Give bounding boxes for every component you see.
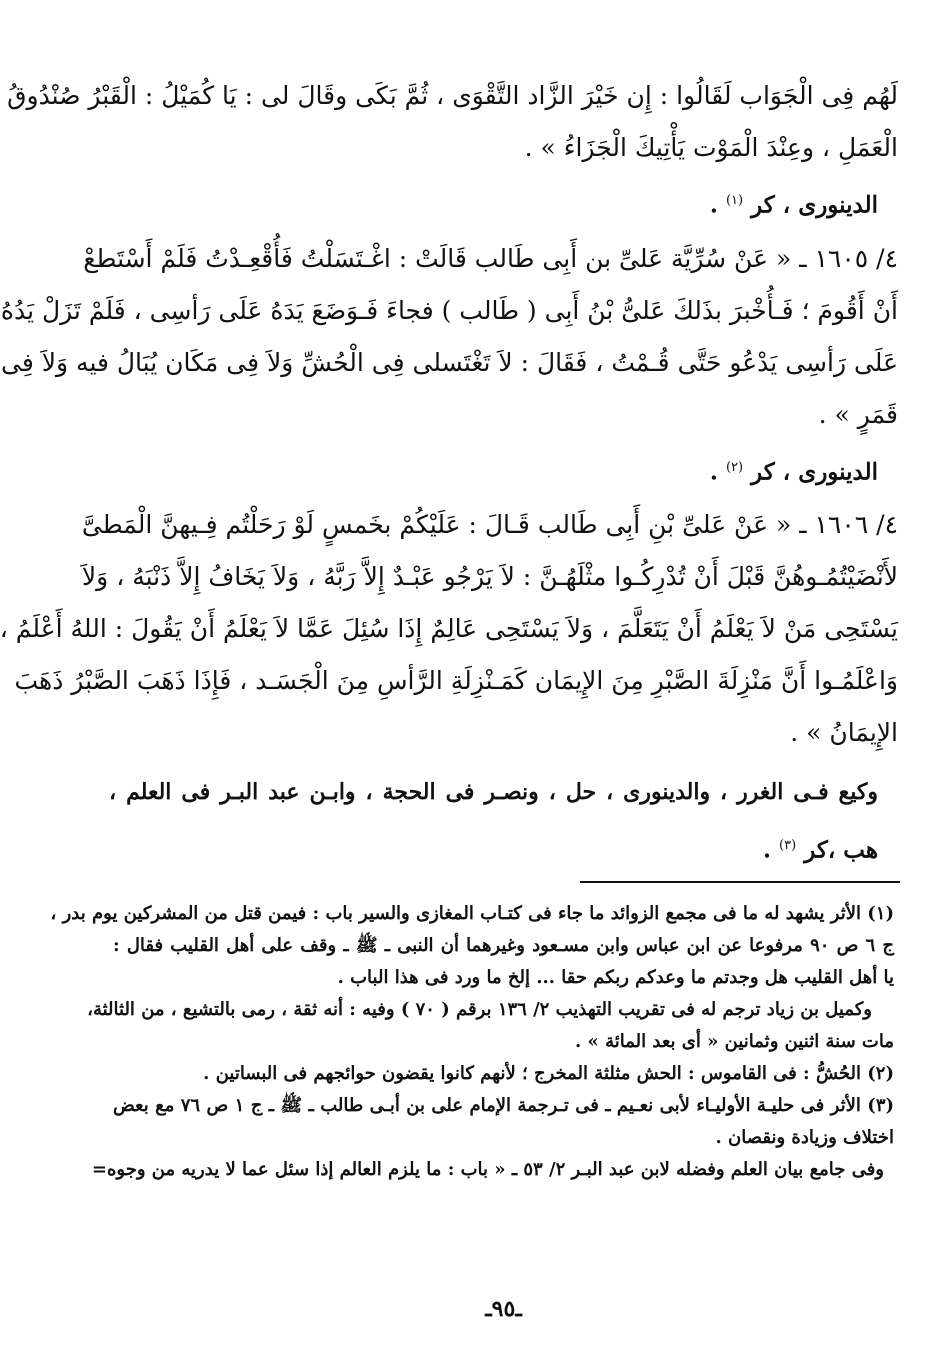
text-line: قَمَرٍ » . [818,399,898,429]
footnote-line: ج ٦ ص ٩٠ مرفوعا عن ابن عباس وابن مسـعود وغيرهما أن النبى ـ ﷺ ـ وقف على أهل القليب فقال : [113,935,894,956]
footnote-line: يا أهل القليب هل وجدتم ما وعدكم ربكم حقا ... إلخ ما ورد فى هذا الباب . [337,967,894,988]
text-line: عَلَى رَأسِى يَدْعُو حَتَّى قُـمْتُ ، فَقَالَ : لاَ تَغْتَسلى فِى الْحُشِّ وَلاَ فِى مَكَان يُبَالُ فيه وَلاَ فِى [1,347,898,377]
footnote-line: اختلاف وزيادة ونقصان . [715,1127,894,1148]
footnote-divider [580,881,900,883]
paragraph-3 [0,499,898,878]
footnote-ref[interactable]: (٣) [779,838,797,854]
source-end: . [709,191,718,219]
text-line: وَاعْلَمُـوا أَنَّ مَنْزِلَةَ الصَّبْرِ مِنَ الإِيمَان كَمَـنْزِلَةِ الرَّأسِ مِنَ الْجَسَـد ، فَإِذَا ذَهَبَ الصَّبْرُ ذَهَبَ [14,666,898,696]
footnote-line: (٢) الحُشُّ : فى القاموس : الحش مثلثة المخرج ؛ لأنهم كانوا يقضون حوائجهم فى البساتين . [203,1063,894,1084]
source-citation [109,174,898,233]
text-line: ٤/ ١٦٠٥ ـ « عَنْ سُرِّيَّة عَلىِّ بن أَبِى طَالب قَالَتْ : اغْـتَسَلْتُ فَأُقْعِـدْتُ فَلَمْ أَسْتَطعْ [83,243,898,273]
footnote-line: (١) الأثر يشهد له ما فى مجمع الزوائد ما جاء فى كتـاب المغازى والسير باب : فيمن قتل من المشركين يوم بدر ، [50,903,894,924]
source-end: . [763,836,772,864]
text-line: ٤/ ١٦٠٦ ـ « عَنْ عَلىِّ بْنِ أَبِى طَالب قَـالَ : عَلَيْكُمْ بخَمسٍ لَوْ رَحَلْتُم فِـيهنَّ الْمَطىَّ [81,510,898,540]
text-line: يَسْتَحِى مَنْ لاَ يَعْلَمُ أَنْ يَتَعَلَّمَ ، وَلاَ يَسْتَحِى عَالِمٌ إِذَا سُئِلَ عَمَّا لاَ يَعْلَمُ أَنْ يَقُولَ : اللهُ أَعْلَمُ ، [0,614,898,644]
text-line: الإِيمَانُ » . [790,718,898,748]
footnote-ref[interactable]: (٢) [725,459,744,475]
paragraph-2 [0,233,898,500]
text-line: لأَنْضَيْتُمُـوهُنَّ قَبْلَ أَنْ تُدْرِكُـوا مثْلَهُـنَّ : لاَ يَرْجُو عَبْـدٌ إِلاَّ رَبَّهُ ، وَلاَ يَخَافُ إِلاَّ ذَنْبَهُ ، وَلاَ [81,562,898,592]
footnote-line: وكميل بن زياد ترجم له فى تقريب التهذيب ٢/ ١٣٦ برقم ( ٧٠ ) وفيه : أنه ثقة ، رمى بالتشيع ، من الثالثة، [87,999,872,1020]
source-citation: وكيع فـى الغرر ، والدينورى ، حل ، ونصـر فى الحجة ، وابـن عبد البـر فى العلم ، [109,779,878,806]
text-line: أَنْ أَقُومَ ؛ فَـأُخْبرَ بذَلكَ عَلىُّ بْنُ أَبِى ( طَالب ) فجاءَ فَـوَضَعَ يَدَهُ عَلَى رَأسِى ، فَلَمْ تَزَلْ يَدُهُ [0,295,898,325]
source-citation [109,819,898,878]
paragraph-1 [7,70,898,233]
text-line: الْعَمَلِ ، وعِنْدَ الْمَوْت يَأْتِيكَ الْجَزَاءُ » . [524,133,898,162]
text-line: لَهُم فِى الْجَوَاب لَقَالُوا : إِن خَيْرَ الزَّاد التَّقْوَى ، ثُمَّ بَكَى وقَالَ لى : يَا كُمَيْلُ : الْقَبْرُ صُنْدُوقُ [7,81,898,110]
source-text: الدينورى ، كر [751,191,878,219]
footnote-line: وفى جامع بيان العلم وفضله لابن عبد البـر ٢/ ٥٣ ـ « باب : ما يلزم العالم إذا سئل عما لا يدريه من وجوه= [91,1159,884,1180]
source-text: الدينورى ، كر [751,458,878,486]
source-citation [109,441,898,500]
source-text: هب ،كر [804,836,878,864]
main-text [0,70,898,878]
page-number: ـ٩٥ـ [485,1296,522,1322]
footnote-line: (٣) الأثر فى حليـة الأوليـاء لأبى نعـيم ـ فى تـرجمة الإمام على بن أبـى طالب ـ ﷺ ـ ج ١ ص ٧٦ مع بعض [113,1095,895,1116]
footnotes [50,898,895,1186]
footnote-line: مات سنة اثنين وثمانين « أى بعد المائة » . [575,1031,894,1052]
source-end: . [709,458,718,486]
footnote-ref[interactable]: (١) [725,193,744,208]
